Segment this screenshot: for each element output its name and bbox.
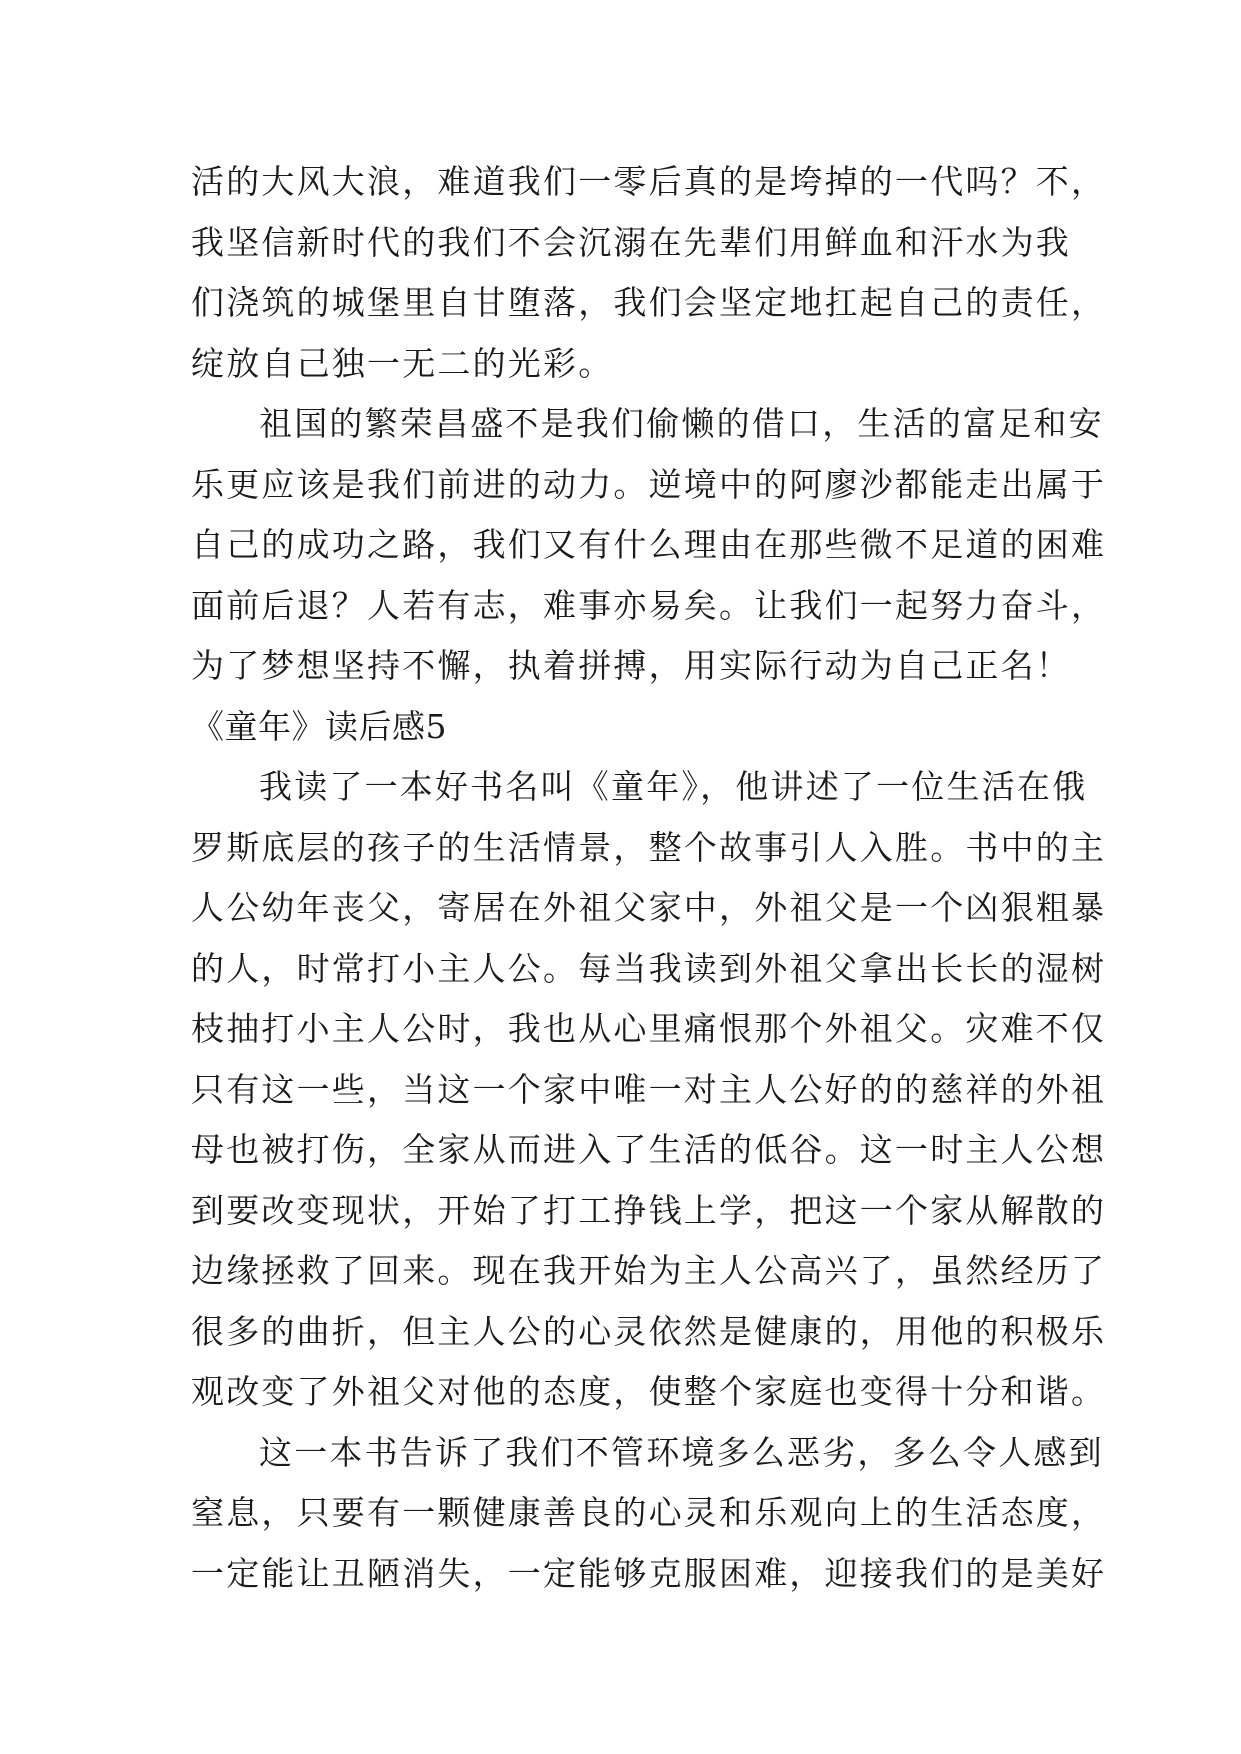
document-body xyxy=(191,152,1107,1604)
text-line: 边缘拯救了回来。现在我开始为主人公高兴了，虽然经历了 xyxy=(191,1251,1107,1290)
text-line: 乐更应该是我们前进的动力。逆境中的阿廖沙都能走出属于 xyxy=(191,464,1107,504)
text-line: 自己的成功之路，我们又有什么理由在那些微不足道的困难 xyxy=(191,525,1107,564)
text-line: 活的大风大浪，难道我们一零后真的是垮掉的一代吗？不， xyxy=(191,162,1107,201)
text-line: 只有这一些，当这一个家中唯一对主人公好的的慈祥的外祖 xyxy=(191,1069,1107,1109)
text-line: 人公幼年丧父，寄居在外祖父家中，外祖父是一个凶狠粗暴 xyxy=(191,888,1107,927)
text-line: 到要改变现状，开始了打工挣钱上学，把这一个家从解散的 xyxy=(191,1190,1107,1230)
text-line: 我读了一本好书名叫《童年》，他讲述了一位生活在俄 xyxy=(259,767,1088,806)
text-line: 这一本书告诉了我们不管环境多么恶劣，多么令人感到 xyxy=(259,1432,1104,1472)
text-line: 祖国的繁荣昌盛不是我们偷懒的借口，生活的富足和安 xyxy=(259,404,1104,443)
text-line: 窒息，只要有一颗健康善良的心灵和乐观向上的生活态度， xyxy=(191,1493,1107,1532)
text-line: 很多的曲折，但主人公的心灵依然是健康的，用他的积极乐 xyxy=(191,1311,1107,1351)
section-heading: 《童年》读后感5 xyxy=(191,706,447,746)
text-line: 我坚信新时代的我们不会沉溺在先辈们用鲜血和汗水为我 xyxy=(191,222,1071,262)
text-line: 们浇筑的城堡里自甘堕落，我们会坚定地扛起自己的责任， xyxy=(191,283,1107,322)
text-line: 一定能让丑陋消失，一定能够克服困难，迎接我们的是美好 xyxy=(191,1553,1107,1593)
text-line: 罗斯底层的孩子的生活情景，整个故事引人入胜。书中的主 xyxy=(191,827,1107,867)
text-line: 观改变了外祖父对他的态度，使整个家庭也变得十分和谐。 xyxy=(191,1372,1107,1411)
text-line: 母也被打伤，全家从而进入了生活的低谷。这一时主人公想 xyxy=(191,1130,1107,1169)
text-line: 枝抽打小主人公时，我也从心里痛恨那个外祖父。灾难不仅 xyxy=(191,1009,1107,1048)
text-line: 绽放自己独一无二的光彩。 xyxy=(191,343,614,383)
text-line: 的人，时常打小主人公。每当我读到外祖父拿出长长的湿树 xyxy=(191,948,1107,988)
text-line: 为了梦想坚持不懈，执着拼搏，用实际行动为自己正名！ xyxy=(191,646,1071,685)
text-line: 面前后退？人若有志，难事亦易矣。让我们一起努力奋斗， xyxy=(191,585,1107,625)
